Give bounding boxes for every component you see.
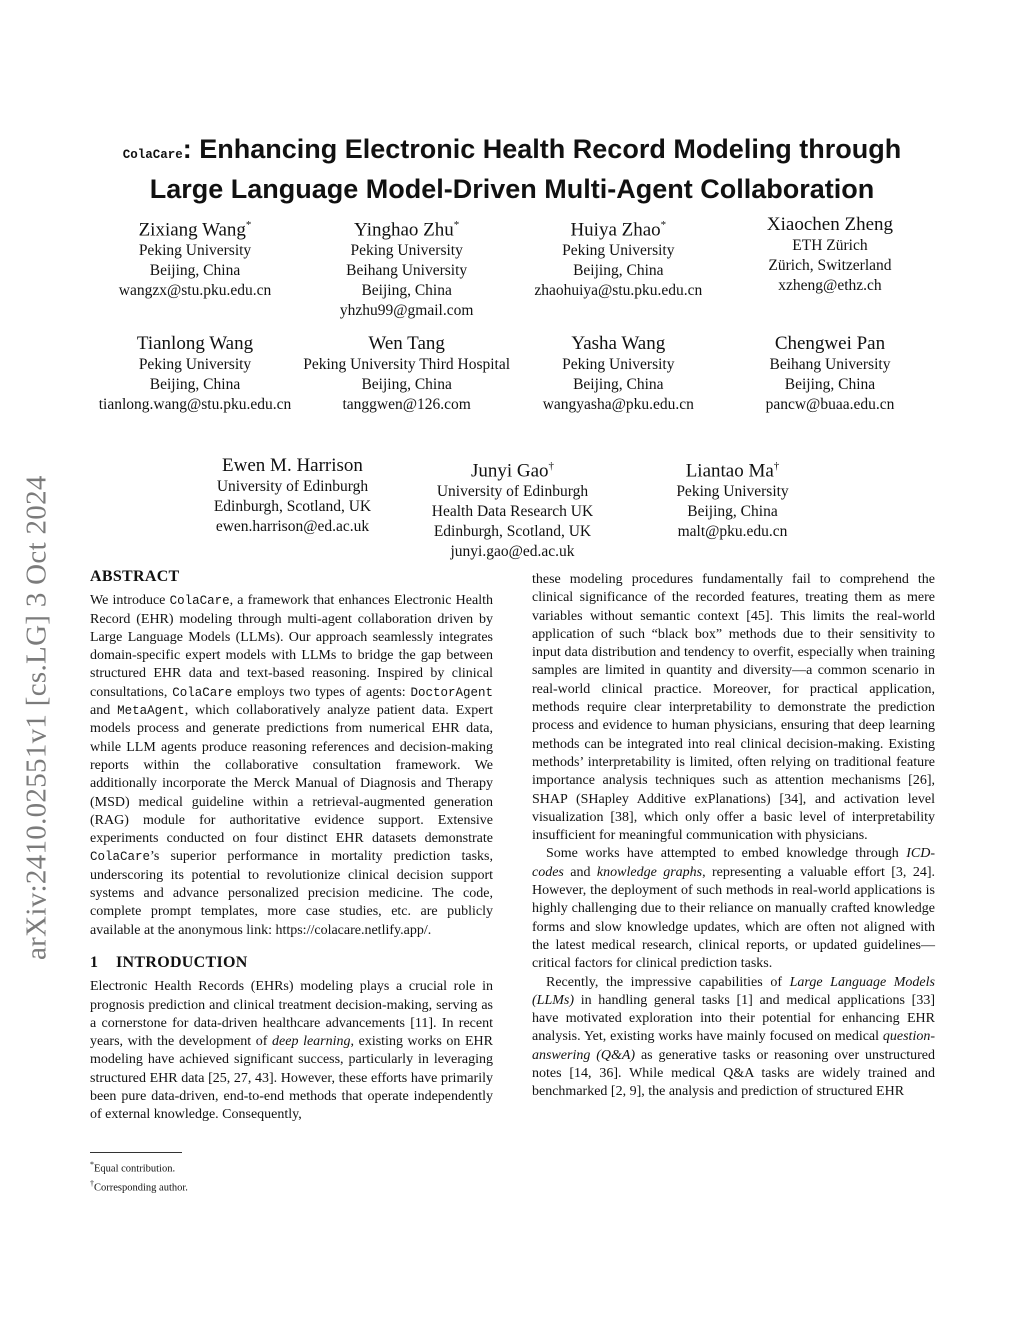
author-name: Ewen M. Harrison (222, 455, 363, 476)
author-block (90, 333, 300, 415)
footnote-text: Equal contribution. (94, 1163, 176, 1175)
author-email: pancw@buaa.edu.cn (765, 396, 895, 413)
footnote-corresponding (90, 1177, 493, 1196)
system-name: ColaCare (169, 594, 230, 609)
author-email: zhaohuiya@stu.pku.edu.cn (534, 282, 703, 300)
author-name: Chengwei Pan (774, 333, 886, 354)
author-location: Beijing, China (361, 282, 452, 300)
author-location: Beijing, China (573, 376, 664, 393)
paragraph-span: in handling general tasks [1] and medical applications [33] have motivated exploration into their potential for enhancing EHR analysis. Yet, existing works have mainly focused on medical (532, 992, 935, 1045)
author-block (90, 214, 300, 321)
author-name: Yasha Wang (571, 333, 666, 354)
right-column (532, 571, 935, 1102)
author-mark: * (660, 219, 667, 231)
author-name: Tianlong Wang (136, 333, 254, 354)
author-mark: * (453, 219, 460, 231)
author-mark: † (548, 460, 555, 472)
author-affiliation: Peking University (676, 483, 789, 501)
author-email: wangzx@stu.pku.edu.cn (118, 282, 272, 300)
section-number: 1 (90, 953, 99, 971)
paragraph-emphasis: Large Language Models (LLMs) (532, 974, 935, 1008)
abstract-span: ’s superior performance in mortality prediction tasks, underscoring its potential to revolutionize clinical decision support systems and advance personalized precision medicine. The code, complete prompt templates, more case studies, etc. are publicly available at the anonymous link: https://colacare.netlify.app/. (90, 849, 493, 938)
footnote-mark: † (90, 1178, 94, 1188)
title-system-name: ColaCare (122, 148, 183, 162)
intro-heading (90, 954, 493, 972)
agent-name: DoctorAgent (410, 685, 494, 700)
abstract-span: employs two types of agents: (232, 684, 411, 700)
author-email: tanggwen@126.com (342, 396, 471, 413)
author-location: Zürich, Switzerland (768, 257, 892, 274)
author-mark: * (245, 219, 252, 231)
author-email: yhzhu99@gmail.com (339, 302, 474, 320)
paragraph-emphasis: question-answering (Q&A) (532, 1029, 935, 1063)
paragraph-span: as generative tasks or reasoning over unstructured notes [14, 36]. While medical Q&A tasks are widely trained and benchmarked [2, 9], the analysis and prediction of structured EHR (532, 1047, 935, 1100)
title-line2: Large Language Model-Driven Multi-Agent Collaboration (149, 174, 875, 204)
author-name: Liantao Ma (685, 460, 774, 482)
paragraph-emphasis: knowledge graphs (596, 864, 703, 880)
author-row-3 (90, 455, 935, 562)
system-name: ColaCare (90, 850, 151, 865)
author-location: Beijing, China (149, 262, 241, 280)
paragraph-emphasis: ICD-codes (532, 846, 935, 880)
author-block (302, 214, 512, 321)
left-column (90, 568, 493, 1125)
intro-emphasis: deep learning (272, 1034, 351, 1050)
author-location: Beijing, China (687, 503, 778, 521)
author-block (725, 333, 935, 415)
author-name: Xiaochen Zheng (766, 214, 894, 235)
footnote-text: Corresponding author. (94, 1182, 188, 1193)
author-affiliation: Peking University (138, 242, 252, 260)
paragraph-span: Some works have attempted to embed knowledge through (546, 846, 907, 862)
title-line1: : Enhancing Electronic Health Record Modeling through (182, 134, 902, 164)
author-affiliation: Health Data Research UK (431, 503, 594, 521)
author-name: Wen Tang (368, 333, 445, 354)
footnote-equal-contribution (90, 1158, 493, 1177)
author-location: Beijing, China (573, 262, 664, 280)
paragraph-span: and (563, 864, 597, 880)
abstract-span: , which collaboratively analyze patient data. Expert models process and generate predictions from numerical EHR data, while LLM agents produce reasoning references and decision-making reports within the collaborative consultation framework. We additionally incorporate the Merck Manual of Diagnosis and Therapy (MSD) medical guideline within a retrieval-augmented generation (RAG) module for authoritative evidence support. Extensive experiments conducted on four distinct EHR datasets demonstrate (90, 703, 494, 847)
author-affiliation: ETH Zürich (792, 237, 868, 254)
author-name: Yinghao Zhu (354, 219, 454, 241)
right-paragraph-2 (532, 845, 935, 973)
author-email: tianlong.wang@stu.pku.edu.cn (98, 396, 292, 413)
author-location: Beijing, China (149, 376, 241, 393)
abstract-heading: ABSTRACT (90, 568, 180, 585)
author-block (513, 333, 723, 415)
author-affiliation: Peking University (350, 242, 463, 260)
paragraph-span: Recently, the impressive capabilities of (546, 974, 790, 990)
footnote-mark: * (90, 1160, 94, 1169)
author-location: Edinburgh, Scotland, UK (433, 523, 592, 541)
author-mark: † (773, 460, 780, 472)
intro-span: Electronic Health Records (EHRs) modeling plays a crucial role in prognosis prediction and clinical treatment decision-making, serving as a cornerstone for data-driven healthcare advancements [11]. In recent years, with the development of (90, 979, 493, 1050)
author-affiliation: Beihang University (346, 262, 468, 280)
author-location: Beijing, China (784, 376, 876, 393)
author-affiliation: Beihang University (769, 356, 891, 373)
author-name: Zixiang Wang (138, 219, 246, 241)
author-block (423, 455, 603, 562)
author-affiliation: Peking University (138, 356, 252, 373)
author-block (725, 214, 935, 321)
abstract-span: We introduce (90, 593, 170, 609)
system-name: ColaCare (172, 685, 233, 700)
intro-span: , existing works on EHR modeling have achieved significant success, particularly in leveraging structured EHR data [25, 27, 43]. However, these efforts have primarily been pure data-driven, end-to-end methods that operate independently of external knowledge. Consequently, (90, 1034, 493, 1123)
intro-paragraph (90, 978, 493, 1124)
author-affiliation: Peking University (562, 356, 675, 373)
abstract-text (90, 592, 493, 940)
right-paragraph-3 (532, 974, 935, 1102)
paper-title (70, 132, 954, 206)
abstract-span: , a framework that enhances Electronic Health Record (EHR) modeling through multi-agent collaboration driven by Large Language Models (LLMs). Our approach seamlessly integrates domain-specific expert models with LLMs to bridge the gap between structured EHR data and text-based reasoning. Inspired by clinical consultations, (90, 593, 493, 700)
agent-name: MetaAgent (117, 704, 185, 719)
author-row-1 (90, 214, 935, 321)
author-location: Beijing, China (361, 376, 452, 393)
arxiv-stamp: arXiv:2410.02551v1 [cs.LG] 3 Oct 2024 (20, 475, 53, 960)
footnotes (90, 1152, 493, 1195)
author-block (648, 455, 818, 562)
author-email: malt@pku.edu.cn (677, 523, 788, 541)
author-affiliation: Peking University Third Hospital (303, 356, 511, 373)
author-email: wangyasha@pku.edu.cn (542, 396, 694, 413)
author-name: Junyi Gao (470, 460, 549, 482)
author-block (208, 455, 378, 562)
author-location: Edinburgh, Scotland, UK (213, 498, 372, 515)
right-paragraph-1: these modeling procedures fundamentally fail to comprehend the clinical significance of the recorded features, treating them as mere variables without semantic context [45]. This limits the real-world application of such “black box” methods due to their sensitivity to input data distribution and tendency to overfit, especially when training samples are limited in quantity and diversity—a common scenario in real-world clinical practice. Moreover, for practical application, methods require clear interpretability to demonstrate the prediction process and evidence to human physicians, ensuring that deep learning methods can be integrated into real clinical decision-making. Existing methods’ interpretability is limited, often relying on traditional feature importance analysis techniques such as attention mechanisms [26], SHAP (SHapley Additive exPlanations) [34], and activation level visualization [38], which only offer a basic level of interpretability insufficient for meaningful communication with physicians. (532, 572, 935, 844)
author-affiliation: Peking University (562, 242, 675, 260)
author-email: junyi.gao@ed.ac.uk (450, 543, 575, 561)
author-block (513, 214, 723, 321)
author-email: ewen.harrison@ed.ac.uk (215, 518, 370, 535)
author-email: xzheng@ethz.ch (778, 277, 882, 294)
author-affiliation: University of Edinburgh (436, 483, 589, 501)
author-row-2 (90, 333, 935, 415)
author-block (302, 333, 512, 415)
author-affiliation: University of Edinburgh (216, 478, 369, 495)
author-name: Huiya Zhao (570, 219, 661, 241)
section-title: INTRODUCTION (116, 953, 248, 971)
paragraph-span: , representing a valuable effort [3, 24]. However, the deployment of such methods in real-world applications is highly challenging due to their reliance on manually crafted knowledge forms and slow knowledge updates, which are often not aligned with the latest medical research, clinical reports, or updated guidelines—critical factors for clinical prediction tasks. (532, 864, 935, 972)
footnote-rule (90, 1152, 182, 1153)
abstract-span: and (90, 703, 118, 719)
